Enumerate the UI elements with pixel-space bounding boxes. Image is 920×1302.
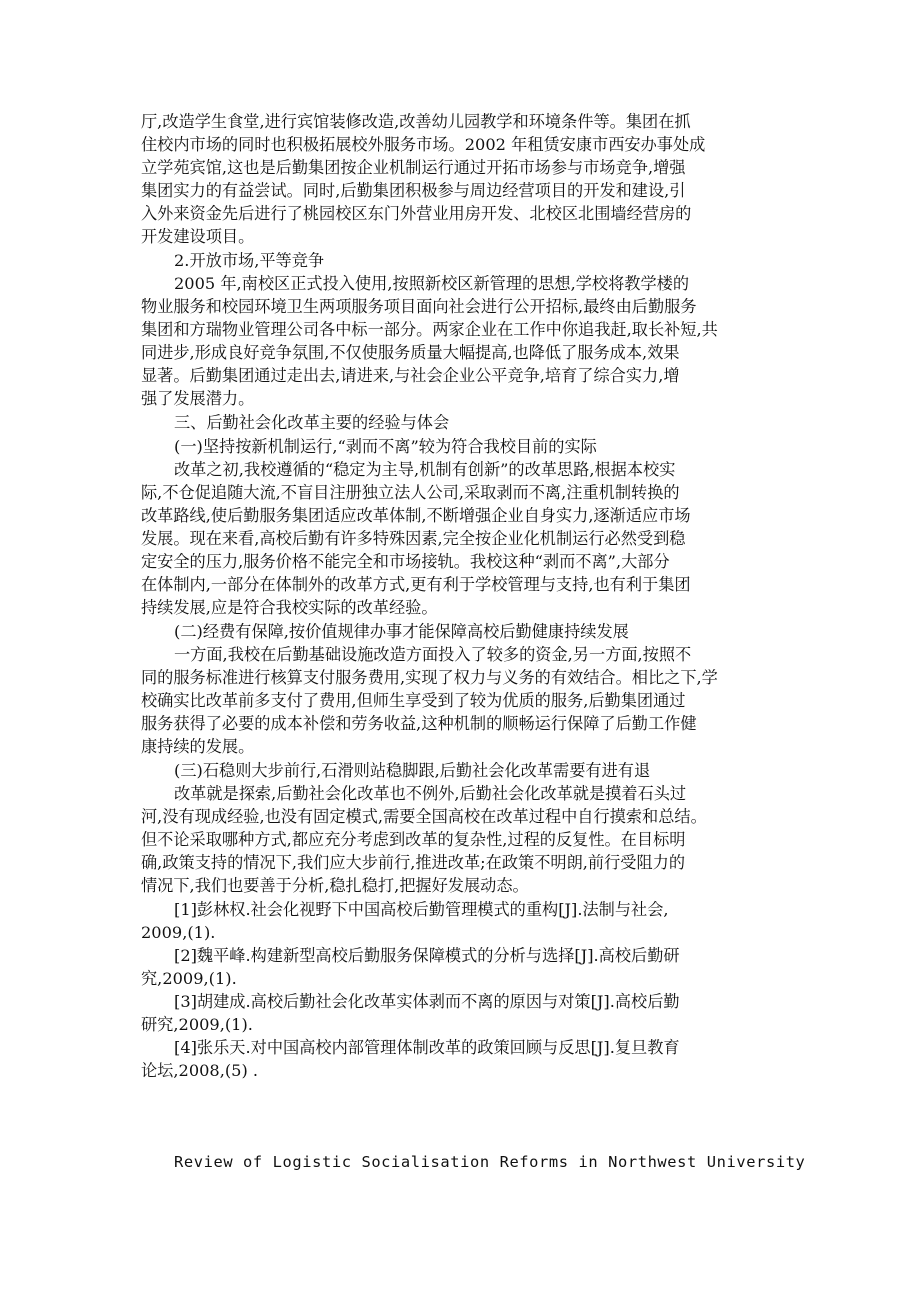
text-line: 同进步,形成良好竞争氛围,不仅使服务质量大幅提高,也降低了服务成本,效果	[141, 343, 680, 362]
text-line: 同的服务标准进行核算支付服务费用,实现了权力与义务的有效结合。相比之下,学	[141, 668, 718, 687]
reference-item: [1]彭林权.社会化视野下中国高校后勤管理模式的重构[J].法制与社会,	[174, 900, 669, 919]
text-line: 际,不仓促追随大流,不盲目注册独立法人公司,采取剥而不离,注重机制转换的	[141, 483, 680, 502]
text-line: 改革路线,使后勤服务集团适应改革体制,不断增强企业自身实力,逐渐适应市场	[141, 506, 691, 525]
section-heading: 2.开放市场,平等竞争	[174, 251, 325, 270]
section-heading: 三、后勤社会化改革主要的经验与体会	[174, 413, 450, 432]
text-line: 开发建设项目。	[141, 227, 255, 246]
reference-item: 究,2009,(1).	[141, 969, 237, 988]
text-line: 强了发展潜力。	[141, 389, 255, 408]
text-line: 确,政策支持的情况下,我们应大步前行,推进改革;在政策不明朗,前行受阻力的	[141, 853, 686, 872]
text-line: 但不论采取哪种方式,都应充分考虑到改革的复杂性,过程的反复性。在目标明	[141, 830, 686, 849]
text-line: 物业服务和校园环境卫生两项服务项目面向社会进行公开招标,最终由后勤服务	[141, 297, 697, 316]
text-line: 康持续的发展。	[141, 737, 255, 756]
text-line: 集团实力的有益尝试。同时,后勤集团积极参与周边经营项目的开发和建设,引	[141, 181, 686, 200]
subsection-heading: (一)坚持按新机制运行,“剥而不离”较为符合我校目前的实际	[174, 437, 597, 456]
reference-item: [3]胡建成.高校后勤社会化改革实体剥而不离的原因与对策[J].高校后勤	[174, 992, 680, 1011]
text-line: 立学苑宾馆,这也是后勤集团按企业机制运行通过开拓市场参与市场竞争,增强	[141, 158, 686, 177]
text-line: 一方面,我校在后勤基础设施改造方面投入了较多的资金,另一方面,按照不	[174, 645, 692, 664]
subsection-heading: (二)经费有保障,按价值规律办事才能保障高校后勤健康持续发展	[174, 622, 629, 641]
text-line: 集团和方瑞物业管理公司各中标一部分。两家企业在工作中你追我赶,取长补短,共	[141, 320, 718, 339]
text-line: 持续发展,应是符合我校实际的改革经验。	[141, 598, 438, 617]
reference-item: [2]魏平峰.构建新型高校后勤服务保障模式的分析与选择[J].高校后勤研	[174, 946, 680, 965]
text-line: 改革之初,我校遵循的“稳定为主导,机制有创新”的改革思路,根据本校实	[174, 460, 676, 479]
reference-item: 2009,(1).	[141, 923, 216, 942]
text-line: 住校内市场的同时也积极拓展校外服务市场。2002 年租赁安康市西安办事处成	[141, 135, 706, 154]
text-line: 在体制内,一部分在体制外的改革方式,更有利于学校管理与支持,也有利于集团	[141, 575, 691, 594]
reference-item: 研究,2009,(1).	[141, 1015, 253, 1034]
text-line: 改革就是探索,后勤社会化改革也不例外,后勤社会化改革就是摸着石头过	[174, 784, 687, 803]
text-line: 情况下,我们也要善于分析,稳扎稳打,把握好发展动态。	[141, 876, 529, 895]
reference-item: 论坛,2008,(5) .	[141, 1061, 259, 1080]
text-line: 服务获得了必要的成本补偿和劳务收益,这种机制的顺畅运行保障了后勤工作健	[141, 714, 697, 733]
text-line: 厅,改造学生食堂,进行宾馆装修改造,改善幼儿园教学和环境条件等。集团在抓	[141, 112, 691, 131]
english-title: Review of Logistic Socialisation Reforms in Northwest University	[174, 1153, 806, 1171]
text-line: 发展。现在来看,高校后勤有许多特殊因素,完全按企业化机制运行必然受到稳	[141, 529, 686, 548]
text-line: 2005 年,南校区正式投入使用,按照新校区新管理的思想,学校将教学楼的	[174, 274, 690, 293]
text-line: 校确实比改革前多支付了费用,但师生享受到了较为优质的服务,后勤集团通过	[141, 691, 686, 710]
text-line: 定安全的压力,服务价格不能完全和市场接轨。我校这种“剥而不离”,大部分	[141, 552, 670, 571]
reference-item: [4]张乐天.对中国高校内部管理体制改革的政策回顾与反思[J].复旦教育	[174, 1038, 680, 1057]
text-line: 河,没有现成经验,也没有固定模式,需要全国高校在改革过程中自行摸索和总结。	[141, 807, 707, 826]
text-line: 显著。后勤集团通过走出去,请进来,与社会企业公平竞争,培育了综合实力,增	[141, 366, 680, 385]
subsection-heading: (三)石稳则大步前行,石滑则站稳脚跟,后勤社会化改革需要有进有退	[174, 761, 651, 780]
text-line: 入外来资金先后进行了桃园校区东门外营业用房开发、北校区北围墙经营房的	[141, 204, 692, 223]
